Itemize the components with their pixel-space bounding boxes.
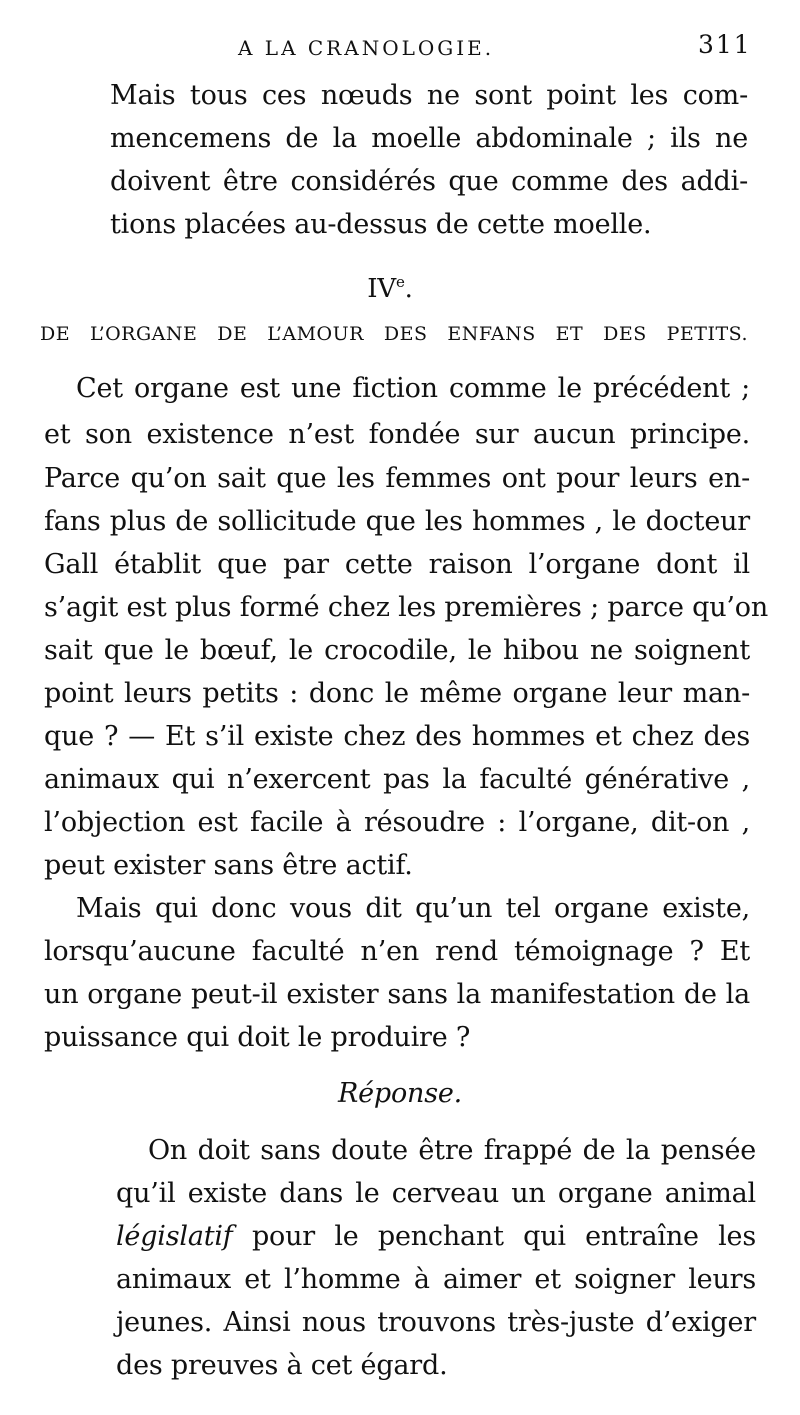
paragraph-line: que ? — Et s’il existe chez des hommes et chez des — [44, 721, 750, 752]
paragraph-line: animaux qui n’exercent pas la faculté générative , — [44, 764, 750, 795]
paragraph-line: un organe peut-il exister sans la manifestation de la — [44, 979, 750, 1010]
paragraph-line: tions placées au-dessus de cette moelle. — [110, 209, 652, 240]
paragraph-line: Gall établit que par cette raison l’organe dont il — [44, 549, 750, 580]
section-numeral-sup: e — [395, 273, 405, 291]
paragraph-line: lorsqu’aucune faculté n’en rend témoignage ? Et — [44, 936, 750, 967]
response-line: qu’il existe dans le cerveau un organe animal — [116, 1178, 756, 1209]
paragraph-line: doivent être considérés que comme des addi- — [110, 166, 748, 197]
paragraph-line: point leurs petits : donc le même organe leur man- — [44, 678, 750, 709]
paragraph-line: Parce qu’on sait que les femmes ont pour leurs en- — [44, 463, 750, 494]
response-line: animaux et l’homme à aimer et soigner leurs — [116, 1264, 756, 1295]
paragraph-line: Mais tous ces nœuds ne sont point les com- — [110, 80, 748, 111]
paragraph-line: mencemens de la moelle abdominale ; ils ne — [110, 123, 748, 154]
response-line — [116, 1221, 756, 1253]
paragraph-line: peut exister sans être actif. — [44, 850, 413, 881]
paragraph-line: l’objection est facile à résoudre : l’organe, dit-on , — [44, 807, 750, 838]
paragraph-line: sait que le bœuf, le crocodile, le hibou ne soignent — [44, 635, 750, 666]
response-line-rest: pour le penchant qui entraîne les — [232, 1221, 756, 1252]
paragraph-line: s’agit est plus formé chez les premières ; parce qu’on — [44, 592, 769, 623]
response-line: des preuves à cet égard. — [116, 1350, 448, 1381]
response-line: On doit sans doute être frappé de la pensée — [148, 1135, 756, 1166]
paragraph-line: et son existence n’est fondée sur aucun principe. — [44, 419, 750, 450]
italic-word: législatif — [116, 1221, 233, 1252]
running-header: A LA CRANOLOGIE. — [238, 36, 495, 60]
page-number: 311 — [698, 30, 752, 59]
section-number — [340, 266, 440, 305]
section-numeral-dot: . — [404, 274, 413, 304]
paragraph-line: puissance qui doit le produire ? — [44, 1022, 471, 1053]
paragraph-line: Cet organe est une fiction comme le précédent ; — [76, 373, 750, 404]
paragraph-line: Mais qui donc vous dit qu’un tel organe existe, — [76, 893, 750, 924]
section-numeral: IV — [367, 274, 396, 304]
response-line: jeunes. Ainsi nous trouvons très-juste d’exiger — [116, 1307, 756, 1338]
section-title: DE L’ORGANE DE L’AMOUR DES ENFANS ET DES PETITS. — [40, 323, 748, 345]
response-heading: Réponse. — [337, 1078, 463, 1109]
paragraph-line: fans plus de sollicitude que les hommes , le docteur — [44, 506, 750, 537]
